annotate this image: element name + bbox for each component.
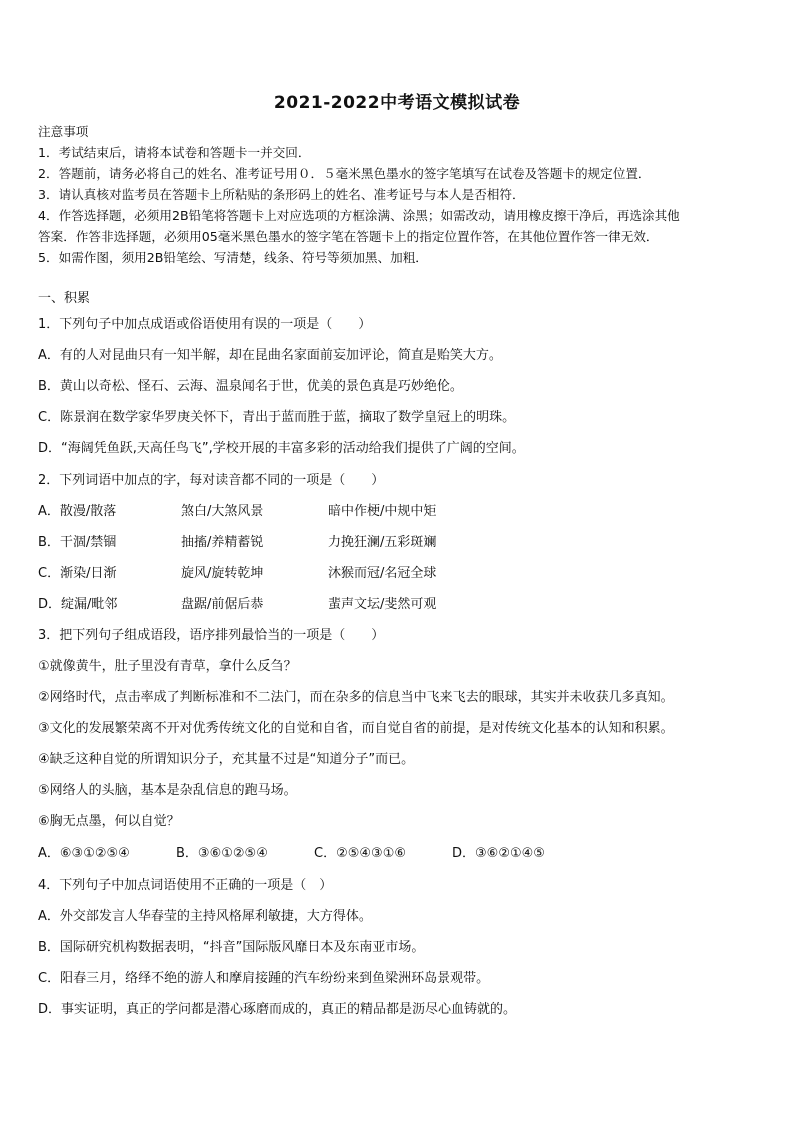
notice-item: 1．考试结束后，请将本试卷和答题卡一并交回． [38, 145, 311, 160]
option-cell: 力挽狂澜/五彩斑斓 [328, 535, 437, 550]
question-stem: 3．把下列句子组成语段，语序排列最恰当的一项是（ ） [38, 628, 385, 643]
sentence-item: ②网络时代，点击率成了判断标准和不二法门，而在杂多的信息当中飞来飞去的眼球，其实并未收获几多真知。 [38, 690, 674, 705]
option-d: D．“海阔凭鱼跃,天高任鸟飞”,学校开展的丰富多彩的活动给我们提供了广阔的空间。 [38, 441, 525, 456]
choice-b: B．③⑥①②⑤④ [176, 846, 268, 861]
option-cell: 蜚声文坛/斐然可观 [328, 597, 437, 612]
sentence-item: ⑥胸无点墨，何以自觉？ [38, 814, 180, 829]
notice-item: 4．作答选择题，必须用2B铅笔将答题卡上对应选项的方框涂满、涂黑；如需改动，请用橡皮擦干净后，再选涂其他 [38, 208, 680, 223]
choice-d: D．③⑥②①④⑤ [452, 846, 545, 861]
option-a: A．有的人对昆曲只有一知半解，却在昆曲名家面前妄加评论，简直是贻笑大方。 [38, 348, 502, 363]
option-cell: B．干涸/禁锢 [38, 535, 117, 550]
sentence-item: ④缺乏这种自觉的所谓知识分子，充其量不过是“知道分子”而已。 [38, 752, 415, 767]
notice-item: 2．答题前，请务必将自己的姓名、准考证号用０．５毫米黑色墨水的签字笔填写在试卷及答题卡的规定位置． [38, 166, 651, 181]
section-heading: 一、积累 [38, 291, 91, 306]
notice-item: 5．如需作图，须用2B铅笔绘、写清楚，线条、符号等须加黑、加粗． [38, 250, 428, 265]
question-stem: 2．下列词语中加点的字，每对读音都不同的一项是（ ） [38, 473, 385, 488]
exam-title: 2021-2022中考语文模拟试卷 [273, 93, 521, 113]
notice-item: 3．请认真核对监考员在答题卡上所粘贴的条形码上的姓名、准考证号与本人是否相符． [38, 187, 525, 202]
question-stem: 1．下列句子中加点成语或俗语使用有误的一项是（ ） [38, 317, 372, 332]
notice-item: 答案．作答非选择题，必须用05毫米黑色墨水的签字笔在答题卡上的指定位置作答，在其他位置作答一律无效． [38, 229, 659, 244]
option-a: A．外交部发言人华春莹的主持风格犀利敏捷，大方得体。 [38, 909, 372, 924]
option-cell: 暗中作梗/中规中矩 [328, 504, 437, 519]
option-cell: 煞白/大煞风景 [181, 504, 264, 519]
question-stem: 4．下列句子中加点词语使用不正确的一项是（ ） [38, 878, 333, 893]
option-c: C．阳春三月，络绎不绝的游人和摩肩接踵的汽车纷纷来到鱼梁洲环岛景观带。 [38, 971, 490, 986]
choice-a: A．⑥③①②⑤④ [38, 846, 130, 861]
option-cell: D．绽漏/毗邻 [38, 597, 118, 612]
option-cell: 盘踞/前倨后恭 [181, 597, 264, 612]
option-cell: 抽搐/养精蓄锐 [181, 535, 264, 550]
option-d: D．事实证明，真正的学问都是潜心琢磨而成的，真正的精品都是沥尽心血铸就的。 [38, 1002, 517, 1017]
sentence-item: ⑤网络人的头脑，基本是杂乱信息的跑马场。 [38, 783, 297, 798]
sentence-item: ③文化的发展繁荣离不开对优秀传统文化的自觉和自省，而自觉自省的前提，是对传统文化基本的认知和积累。 [38, 721, 674, 736]
choice-c: C．②⑤④③①⑥ [314, 846, 407, 861]
sentence-item: ①就像黄牛，肚子里没有青草，拿什么反刍？ [38, 659, 297, 674]
option-cell: 旋风/旋转乾坤 [181, 566, 264, 581]
option-cell: 沐猴而冠/名冠全球 [328, 566, 437, 581]
notice-heading: 注意事项 [38, 124, 89, 139]
option-b: B．黄山以奇松、怪石、云海、温泉闻名于世，优美的景色真是巧妙绝伦。 [38, 379, 463, 394]
option-cell: A．散漫/散落 [38, 504, 117, 519]
option-c: C．陈景润在数学家华罗庚关怀下，青出于蓝而胜于蓝，摘取了数学皇冠上的明珠。 [38, 410, 516, 425]
option-b: B．国际研究机构数据表明，“抖音”国际版风靡日本及东南亚市场。 [38, 940, 425, 955]
option-cell: C．渐染/日渐 [38, 566, 117, 581]
